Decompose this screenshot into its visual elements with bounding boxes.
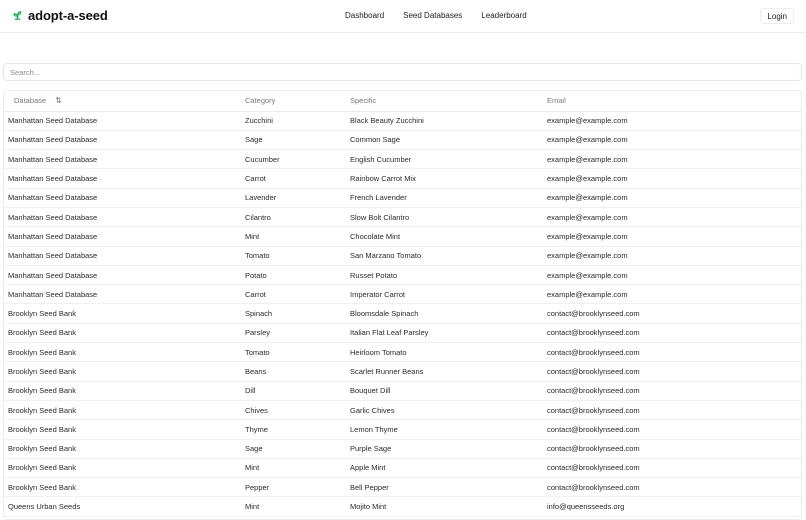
cell-specific: Rainbow Carrot Mix xyxy=(350,169,547,188)
cell-specific: Bell Pepper xyxy=(350,478,547,497)
cell-specific: Scarlet Runner Beans xyxy=(350,362,547,381)
cell-email: contact@brooklynseed.com xyxy=(547,400,801,419)
header-label: Database xyxy=(14,96,47,106)
table-row[interactable] xyxy=(4,265,801,284)
nav-link-dashboard[interactable]: Dashboard xyxy=(345,11,385,20)
table-row[interactable] xyxy=(4,304,801,323)
cell-specific: Imperator Carrot xyxy=(350,285,547,304)
cell-specific: Russet Potato xyxy=(350,265,547,284)
column-header-email: Email xyxy=(547,91,801,111)
cell-database: Manhattan Seed Database xyxy=(4,169,245,188)
cell-database: Brooklyn Seed Bank xyxy=(4,381,245,400)
cell-database: Manhattan Seed Database xyxy=(4,246,245,265)
table-row[interactable] xyxy=(4,343,801,362)
cell-email: contact@brooklynseed.com xyxy=(547,478,801,497)
nav-link-seed-databases[interactable]: Seed Databases xyxy=(403,11,463,20)
cell-email: example@example.com xyxy=(547,285,801,304)
cell-category: Spinach xyxy=(245,304,350,323)
table-row[interactable] xyxy=(4,111,801,130)
cell-email: example@example.com xyxy=(547,130,801,149)
table-row[interactable] xyxy=(4,130,801,149)
cell-category: Parsley xyxy=(245,323,350,342)
cell-category: Sage xyxy=(245,130,350,149)
cell-database: Manhattan Seed Database xyxy=(4,130,245,149)
cell-email: info@queensseeds.org xyxy=(547,497,801,516)
table-row[interactable] xyxy=(4,362,801,381)
cell-category: Tomato xyxy=(245,343,350,362)
table-row[interactable] xyxy=(4,323,801,342)
cell-category: Mint xyxy=(245,458,350,477)
cell-email: contact@brooklynseed.com xyxy=(547,439,801,458)
cell-email: example@example.com xyxy=(547,150,801,169)
cell-category: Sage xyxy=(245,439,350,458)
cell-database: Queens Urban Seeds xyxy=(4,497,245,516)
cell-category: Thyme xyxy=(245,420,350,439)
cell-email: contact@brooklynseed.com xyxy=(547,304,801,323)
cell-email: example@example.com xyxy=(547,188,801,207)
cell-category: Cilantro xyxy=(245,207,350,226)
column-header-database[interactable] xyxy=(4,91,245,111)
cell-database: Brooklyn Seed Bank xyxy=(4,400,245,419)
table-row[interactable] xyxy=(4,478,801,497)
cell-specific: Heirloom Tomato xyxy=(350,343,547,362)
table-row[interactable] xyxy=(4,246,801,265)
cell-email: contact@brooklynseed.com xyxy=(547,381,801,400)
cell-specific: Bloomsdale Spinach xyxy=(350,304,547,323)
table-row[interactable] xyxy=(4,227,801,246)
login-button[interactable]: Login xyxy=(760,8,794,24)
nav-links xyxy=(345,11,546,20)
cell-database: Manhattan Seed Database xyxy=(4,150,245,169)
table-row[interactable] xyxy=(4,497,801,516)
table-row[interactable] xyxy=(4,285,801,304)
cell-category: Dill xyxy=(245,381,350,400)
cell-database: Brooklyn Seed Bank xyxy=(4,478,245,497)
cell-specific: San Marzano Tomato xyxy=(350,246,547,265)
table-row[interactable] xyxy=(4,188,801,207)
cell-specific: Apple Mint xyxy=(350,458,547,477)
cell-specific: Common Sage xyxy=(350,130,547,149)
table-row[interactable] xyxy=(4,439,801,458)
cell-category: Mint xyxy=(245,227,350,246)
cell-category: Cucumber xyxy=(245,150,350,169)
cell-database: Brooklyn Seed Bank xyxy=(4,343,245,362)
table-row[interactable] xyxy=(4,150,801,169)
cell-email: contact@brooklynseed.com xyxy=(547,362,801,381)
cell-email: contact@brooklynseed.com xyxy=(547,343,801,362)
cell-email: contact@brooklynseed.com xyxy=(547,420,801,439)
cell-category: Potato xyxy=(245,265,350,284)
cell-database: Manhattan Seed Database xyxy=(4,265,245,284)
cell-email: contact@brooklynseed.com xyxy=(547,323,801,342)
cell-category: Carrot xyxy=(245,285,350,304)
cell-specific: Bouquet Dill xyxy=(350,381,547,400)
cell-database: Brooklyn Seed Bank xyxy=(4,362,245,381)
sprout-icon xyxy=(12,10,23,21)
cell-specific: Lemon Thyme xyxy=(350,420,547,439)
cell-category: Chives xyxy=(245,400,350,419)
cell-database: Brooklyn Seed Bank xyxy=(4,458,245,477)
cell-database: Manhattan Seed Database xyxy=(4,227,245,246)
cell-database: Manhattan Seed Database xyxy=(4,111,245,130)
cell-email: example@example.com xyxy=(547,265,801,284)
cell-email: example@example.com xyxy=(547,246,801,265)
cell-category: Lavender xyxy=(245,188,350,207)
brand-name: adopt-a-seed xyxy=(28,8,108,23)
cell-database: Brooklyn Seed Bank xyxy=(4,304,245,323)
cell-email: contact@brooklynseed.com xyxy=(547,458,801,477)
table-row[interactable] xyxy=(4,381,801,400)
table-row[interactable] xyxy=(4,400,801,419)
top-navbar xyxy=(0,0,806,33)
cell-database: Manhattan Seed Database xyxy=(4,207,245,226)
table-header-row xyxy=(4,91,801,111)
cell-category: Tomato xyxy=(245,246,350,265)
cell-specific: Garlic Chives xyxy=(350,400,547,419)
sort-icon[interactable]: ⇅ xyxy=(55,96,62,106)
cell-specific: Mojito Mint xyxy=(350,497,547,516)
table-row[interactable] xyxy=(4,169,801,188)
nav-link-leaderboard[interactable]: Leaderboard xyxy=(481,11,527,20)
cell-category: Pepper xyxy=(245,478,350,497)
table-row[interactable] xyxy=(4,207,801,226)
cell-category: Zucchini xyxy=(245,111,350,130)
cell-specific: Italian Flat Leaf Parsley xyxy=(350,323,547,342)
seed-table xyxy=(4,91,801,517)
cell-database: Brooklyn Seed Bank xyxy=(4,420,245,439)
cell-category: Carrot xyxy=(245,169,350,188)
column-header-category: Category xyxy=(245,91,350,111)
cell-category: Beans xyxy=(245,362,350,381)
seed-table-container xyxy=(3,90,802,520)
search-input[interactable] xyxy=(3,63,802,81)
cell-email: example@example.com xyxy=(547,169,801,188)
column-header-specific: Specific xyxy=(350,91,547,111)
cell-database: Manhattan Seed Database xyxy=(4,285,245,304)
cell-email: example@example.com xyxy=(547,227,801,246)
cell-specific: Purple Sage xyxy=(350,439,547,458)
cell-specific: Black Beauty Zucchini xyxy=(350,111,547,130)
cell-database: Brooklyn Seed Bank xyxy=(4,323,245,342)
cell-specific: French Lavender xyxy=(350,188,547,207)
cell-specific: English Cucumber xyxy=(350,150,547,169)
cell-specific: Chocolate Mint xyxy=(350,227,547,246)
cell-category: Mint xyxy=(245,497,350,516)
cell-database: Manhattan Seed Database xyxy=(4,188,245,207)
brand-logo[interactable] xyxy=(12,8,108,23)
table-row[interactable] xyxy=(4,458,801,477)
table-row[interactable] xyxy=(4,420,801,439)
cell-database: Brooklyn Seed Bank xyxy=(4,439,245,458)
cell-specific: Slow Bolt Cilantro xyxy=(350,207,547,226)
cell-email: example@example.com xyxy=(547,207,801,226)
cell-email: example@example.com xyxy=(547,111,801,130)
